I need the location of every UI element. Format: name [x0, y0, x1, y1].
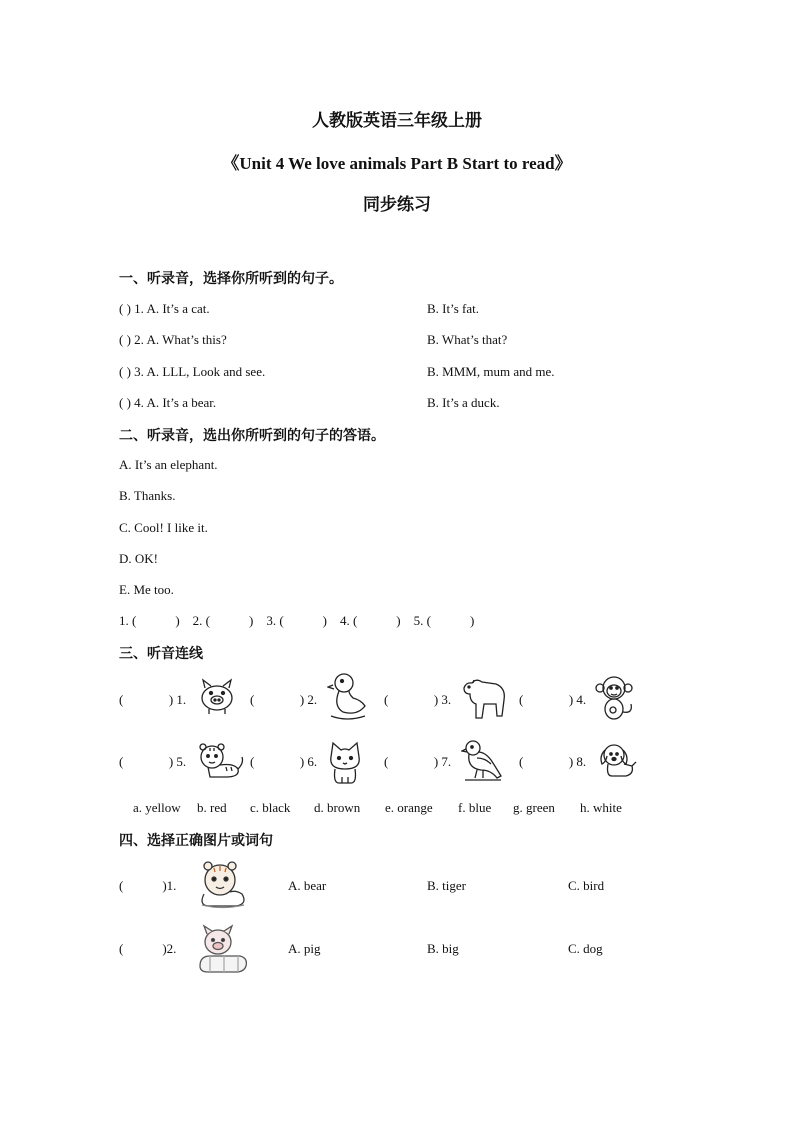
bird-icon — [461, 738, 507, 784]
s4-item1-option-b: B. tiger — [427, 878, 466, 893]
s3-blank-8: ( ) 8. — [519, 754, 587, 769]
section1-heading: 一、听录音，选择你所听到的句子。 — [119, 272, 343, 287]
duck-icon — [327, 670, 369, 722]
s3-blank-2: ( ) 2. — [250, 692, 318, 707]
page-heading-practice: 同步练习 — [363, 195, 431, 214]
s4-blank-1: ( )1. — [119, 878, 177, 893]
color-option-h: h. white — [580, 800, 622, 815]
bear-icon — [460, 674, 508, 722]
s4-item1-option-c: C. bird — [568, 878, 605, 893]
s1-item2-right: B. What’s that? — [427, 332, 508, 347]
page-title: 人教版英语三年级上册 — [312, 111, 482, 130]
section3-heading: 三、听音连线 — [119, 647, 203, 662]
color-option-b: b. red — [197, 800, 227, 815]
color-option-e: e. orange — [385, 800, 433, 815]
s3-blank-4: ( ) 4. — [519, 692, 587, 707]
s2-option-e: E. Me too. — [119, 582, 174, 597]
s4-blank-2: ( )2. — [119, 941, 177, 956]
s3-blank-1: ( ) 1. — [119, 692, 187, 707]
s2-option-c: C. Cool! I like it. — [119, 520, 208, 535]
color-option-d: d. brown — [314, 800, 361, 815]
tiger-icon — [196, 858, 252, 910]
s4-item1-option-a: A. bear — [288, 878, 327, 893]
color-option-a: a. yellow — [133, 800, 181, 815]
color-option-g: g. green — [513, 800, 555, 815]
s1-item2-left: ( ) 2. A. What’s this? — [119, 332, 227, 347]
s1-item4-left: ( ) 4. A. It’s a bear. — [119, 395, 217, 410]
pig-icon — [196, 922, 250, 974]
s4-item2-option-a: A. pig — [288, 941, 321, 956]
s1-item1-right: B. It’s fat. — [427, 301, 479, 316]
s3-blank-7: ( ) 7. — [384, 754, 452, 769]
color-option-f: f. blue — [458, 800, 492, 815]
s3-blank-3: ( ) 3. — [384, 692, 452, 707]
s4-item2-option-b: B. big — [427, 941, 459, 956]
pig-icon — [198, 676, 236, 716]
s3-blank-5: ( ) 5. — [119, 754, 187, 769]
cat-icon — [327, 741, 363, 785]
s1-item3-right: B. MMM, mum and me. — [427, 364, 555, 379]
s3-blank-6: ( ) 6. — [250, 754, 318, 769]
s1-item3-left: ( ) 3. A. LLL, Look and see. — [119, 364, 266, 379]
section2-heading: 二、听录音，选出你所听到的句子的答语。 — [119, 429, 385, 444]
s1-item1-left: ( ) 1. A. It’s a cat. — [119, 301, 210, 316]
s1-item4-right: B. It’s a duck. — [427, 395, 500, 410]
section4-heading: 四、选择正确图片或词句 — [119, 834, 273, 849]
tiger-icon — [196, 741, 246, 781]
s2-option-b: B. Thanks. — [119, 488, 176, 503]
dog-icon — [598, 742, 638, 780]
s2-option-d: D. OK! — [119, 551, 158, 566]
s4-item2-option-c: C. dog — [568, 941, 603, 956]
s2-answer-blanks: 1. ( ) 2. ( ) 3. ( ) 4. ( ) 5. ( ) — [119, 613, 475, 628]
color-option-c: c. black — [250, 800, 291, 815]
page-subtitle: 《Unit 4 We love animals Part B Start to read》 — [222, 154, 572, 173]
monkey-icon — [595, 674, 637, 722]
s2-option-a: A. It’s an elephant. — [119, 457, 218, 472]
